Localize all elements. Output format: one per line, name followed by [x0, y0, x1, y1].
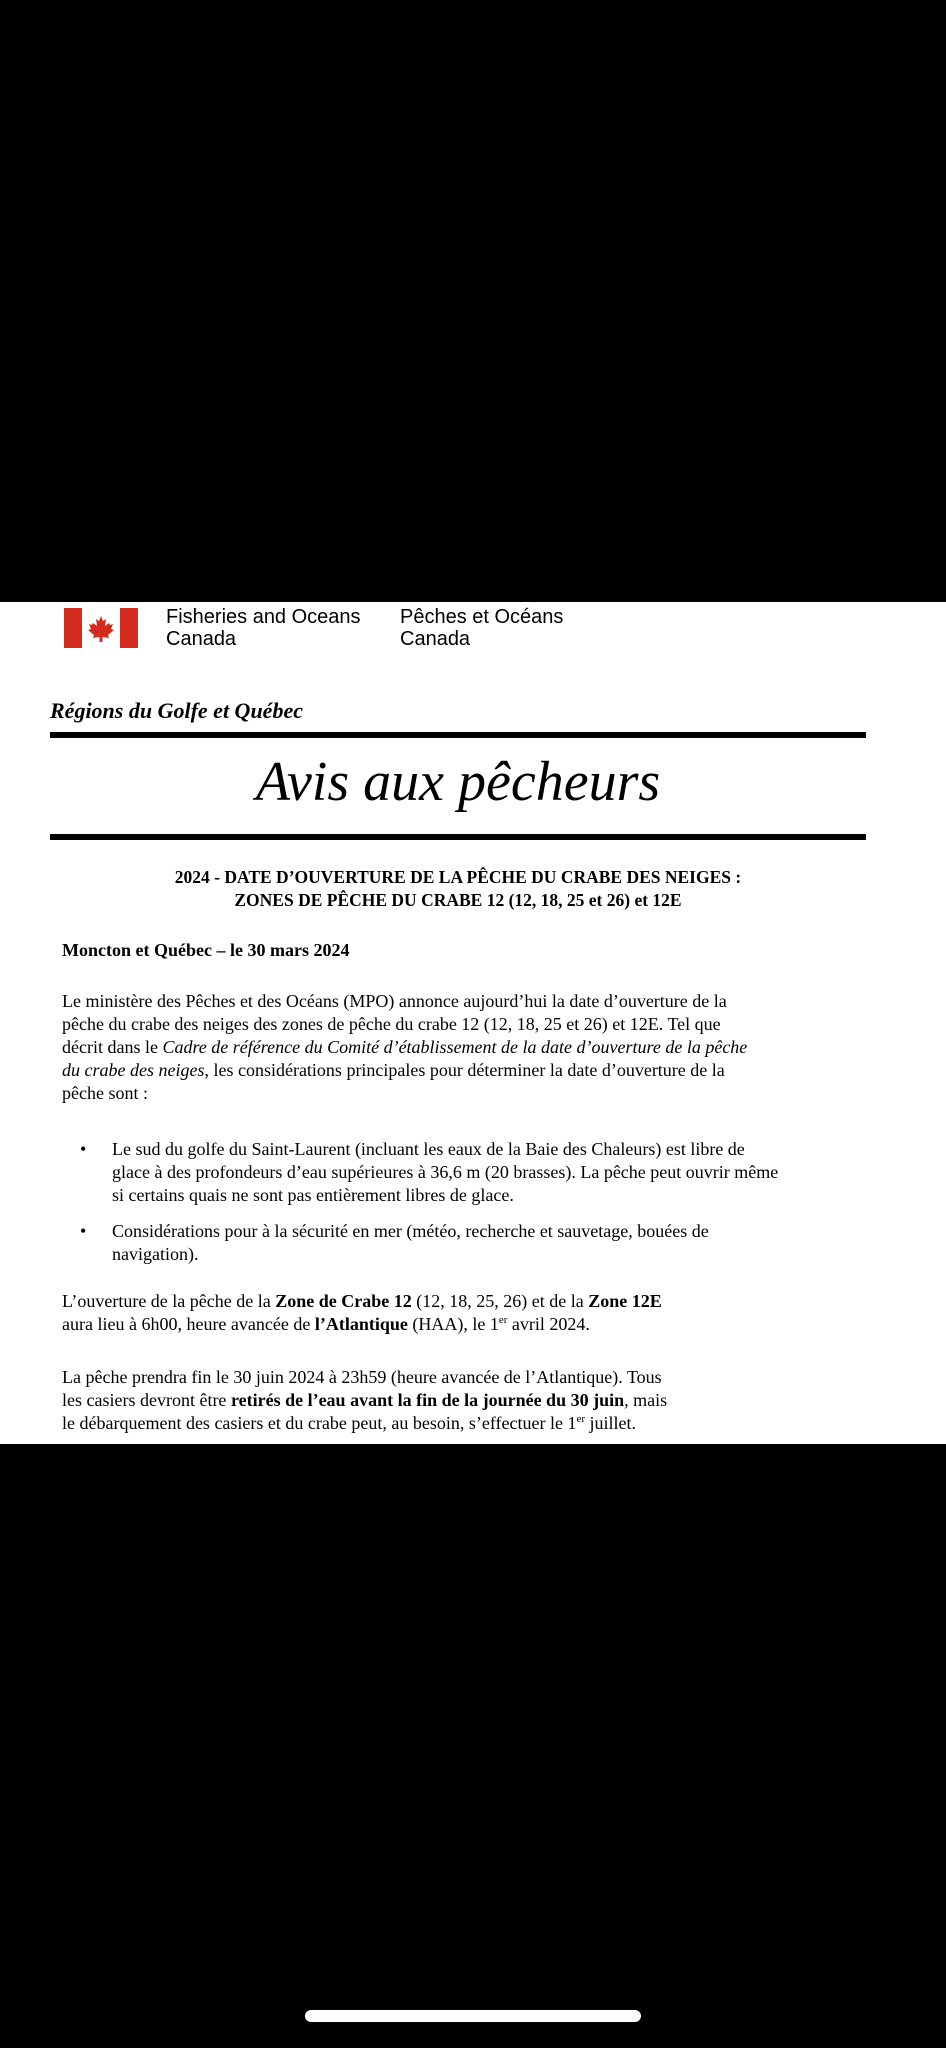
title-rule-top: [50, 732, 866, 738]
closing-line2: [62, 1389, 862, 1412]
intro-line4: [62, 1059, 862, 1082]
region-label: Régions du Golfe et Québec: [50, 698, 303, 723]
dateline: Moncton et Québec – le 30 mars 2024: [62, 940, 350, 960]
bullet-ice-line2: glace à des profondeurs d’eau supérieures à 36,6 m (20 brasses). La pêche peut ouvrir même: [112, 1162, 779, 1182]
bullet-icon: •: [80, 1221, 87, 1241]
title-rule-bottom: [50, 834, 866, 840]
closing-paragraph: [62, 1366, 862, 1435]
opening-line1: [62, 1290, 862, 1313]
notice-title: Avis aux pêcheurs: [255, 751, 661, 813]
heading-line1: 2024 - DATE D’OUVERTURE DE LA PÊCHE DU CRABE DES NEIGES :: [174, 867, 742, 887]
ordinal-sup: er: [498, 1314, 508, 1326]
bullet-icon: •: [80, 1139, 87, 1159]
bullet-ice-line1: Le sud du golfe du Saint-Laurent (incluant les eaux de la Baie des Chaleurs) est libre de: [112, 1139, 745, 1159]
intro-paragraph: [62, 990, 862, 1105]
opening-text-date: (HAA), le 1: [407, 1314, 499, 1334]
closing-text-a: les casiers devront être: [62, 1390, 231, 1410]
dept-name-en-line1: Fisheries and Oceans: [166, 606, 361, 628]
closing-text-end: juillet.: [585, 1413, 636, 1433]
bullet-safety-line1: Considérations pour à la sécurité en mer (météo, recherche et sauvetage, bouées de: [112, 1221, 709, 1241]
intro-line1: Le ministère des Pêches et des Océans (MPO) annonce aujourd’hui la date d’ouverture de la: [62, 991, 727, 1011]
bullet-item-ice: [112, 1138, 892, 1207]
notice-document: [0, 602, 946, 1444]
intro-line2: pêche du crabe des neiges des zones de pêche du crabe 12 (12, 18, 25 et 26) et 12E. Tel que: [62, 1014, 721, 1034]
dept-name-en: [166, 606, 361, 650]
intro-line5: pêche sont :: [62, 1083, 148, 1103]
ordinal-sup: er: [576, 1413, 585, 1425]
closing-text-landing: le débarquement des casiers et du crabe peut, au besoin, s’effectuer le 1: [62, 1413, 577, 1433]
closing-line1: La pêche prendra fin le 30 juin 2024 à 23h59 (heure avancée de l’Atlantique). Tous: [62, 1367, 662, 1387]
zone-12e-label: Zone 12E: [588, 1291, 662, 1311]
zone-12-label: Zone de Crabe 12: [275, 1291, 412, 1311]
opening-text-c: (12, 18, 25, 26) et de la: [411, 1291, 589, 1311]
framework-title: Cadre de référence du Comité d’établissement de la date d’ouverture de la pêche: [162, 1037, 748, 1057]
atlantic-label: l’Atlantique: [314, 1314, 408, 1334]
intro-line3: [62, 1036, 862, 1059]
closing-text-c: , mais: [624, 1390, 668, 1410]
closing-line3: [62, 1412, 862, 1435]
heading-line2: ZONES DE PÊCHE DU CRABE 12 (12, 18, 25 et 26) et 12E: [234, 890, 682, 910]
notice-heading: [50, 866, 866, 912]
dept-name-en-line2: Canada: [166, 628, 237, 650]
intro-line3-text: décrit dans le: [62, 1037, 163, 1057]
framework-title-end: du crabe des neiges: [62, 1060, 205, 1080]
opening-text-a: L’ouverture de la pêche de la: [62, 1291, 276, 1311]
dept-name-fr-line2: Canada: [400, 628, 471, 650]
opening-paragraph: [62, 1290, 862, 1336]
intro-line4-text: , les considérations principales pour déterminer la date d’ouverture de la: [204, 1060, 725, 1080]
opening-text-end: avril 2024.: [507, 1314, 590, 1334]
opening-line2: [62, 1313, 862, 1336]
canada-flag-icon: [64, 608, 138, 648]
dept-name-fr-line1: Pêches et Océans: [400, 606, 564, 628]
bullet-ice-line3: si certains quais ne sont pas entièrement libres de glace.: [112, 1185, 514, 1205]
bullet-safety-line2: navigation).: [112, 1244, 199, 1264]
removal-deadline: retirés de l’eau avant la fin de la journée du 30 juin: [230, 1390, 625, 1410]
dept-name-fr: [400, 606, 563, 650]
opening-text-time: aura lieu à 6h00, heure avancée de: [62, 1314, 315, 1334]
gov-header: [0, 602, 946, 652]
bullet-item-safety: [112, 1220, 892, 1266]
home-indicator[interactable]: [305, 2010, 641, 2022]
